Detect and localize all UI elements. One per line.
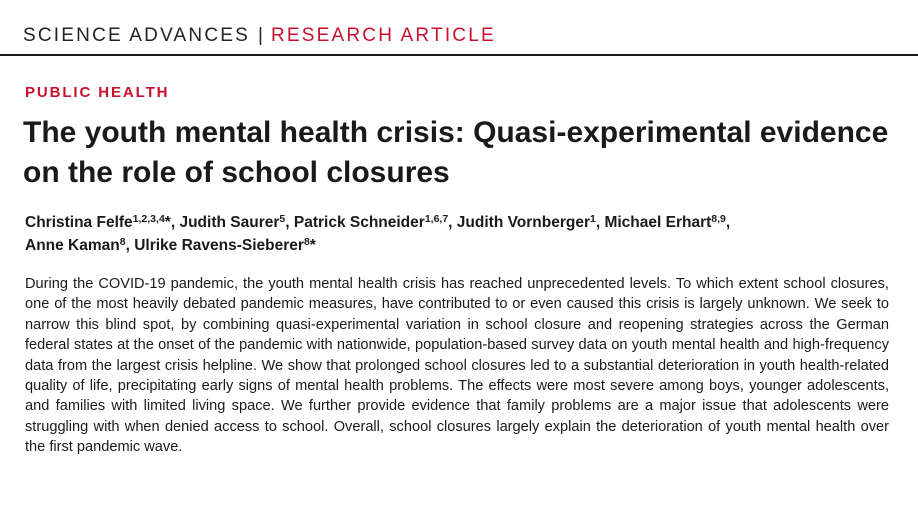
- author[interactable]: [294, 214, 448, 231]
- header-rule: [0, 54, 918, 56]
- author-affiliations: 1,2,3,4: [132, 213, 165, 225]
- header-separator: |: [258, 25, 263, 46]
- author-name: Judith Saurer: [179, 214, 280, 231]
- author-affiliations: 8,9: [711, 213, 726, 225]
- author-separator: ,: [285, 214, 294, 231]
- author-name: Anne Kaman: [25, 237, 120, 254]
- author-affiliations: 1: [590, 213, 596, 225]
- author-list: [25, 211, 905, 257]
- author-name: Ulrike Ravens-Sieberer: [134, 237, 304, 254]
- section-label: PUBLIC HEALTH: [25, 84, 170, 101]
- article-type: RESEARCH ARTICLE: [270, 25, 496, 46]
- author-name: Patrick Schneider: [293, 214, 425, 231]
- article-title: The youth mental health crisis: Quasi-experimental evidence on the role of school closures: [23, 116, 889, 189]
- author-name: Michael Erhart: [604, 214, 712, 231]
- author-affiliations: 8: [119, 236, 126, 248]
- author-affiliations: 1,6,7: [424, 213, 449, 225]
- author[interactable]: [25, 237, 126, 254]
- author-separator: ,: [725, 214, 731, 231]
- journal-name[interactable]: SCIENCE ADVANCES: [23, 25, 251, 46]
- author[interactable]: [134, 237, 316, 254]
- author[interactable]: [604, 214, 725, 231]
- author[interactable]: [25, 214, 171, 231]
- author-affiliations: 5: [279, 213, 286, 225]
- author-separator: ,: [595, 214, 605, 231]
- author-separator: ,: [448, 214, 457, 231]
- author-separator: ,: [125, 237, 135, 254]
- journal-header: [23, 24, 496, 48]
- corresponding-mark: *: [309, 237, 316, 254]
- abstract-text: During the COVID-19 pandemic, the youth mental health crisis has reached unprecedented levels. To which extent school closures, one of the most heavily debated pandemic measures, have contributed to or even caused this crisis is largely unknown. We seek to narrow this blind spot, by combining quasi-experimental variation in school closure and reopening strategies across the German federal states at the onset of the pandemic with nationwide, population-based survey data on youth mental health and high-frequency data from the largest crisis helpline. We show that prolonged school closures led to a substantial deterioration in youth health-related quality of life, precipitating early signs of mental health problems. The effects were most severe among boys, younger adolescents, and families with limited living space. We further provide evidence that family problems are a major issue that adolescents were struggling with when denied access to school. Overall, school closures largely explain the deterioration of youth mental health over the first pandemic wave.: [25, 276, 889, 456]
- author-affiliations: 8: [303, 236, 310, 248]
- author-separator: ,: [170, 214, 180, 231]
- author[interactable]: [179, 214, 285, 231]
- corresponding-mark: *: [164, 214, 171, 231]
- author[interactable]: [457, 214, 596, 231]
- author-name: Christina Felfe: [25, 214, 133, 231]
- author-name: Judith Vornberger: [456, 214, 590, 231]
